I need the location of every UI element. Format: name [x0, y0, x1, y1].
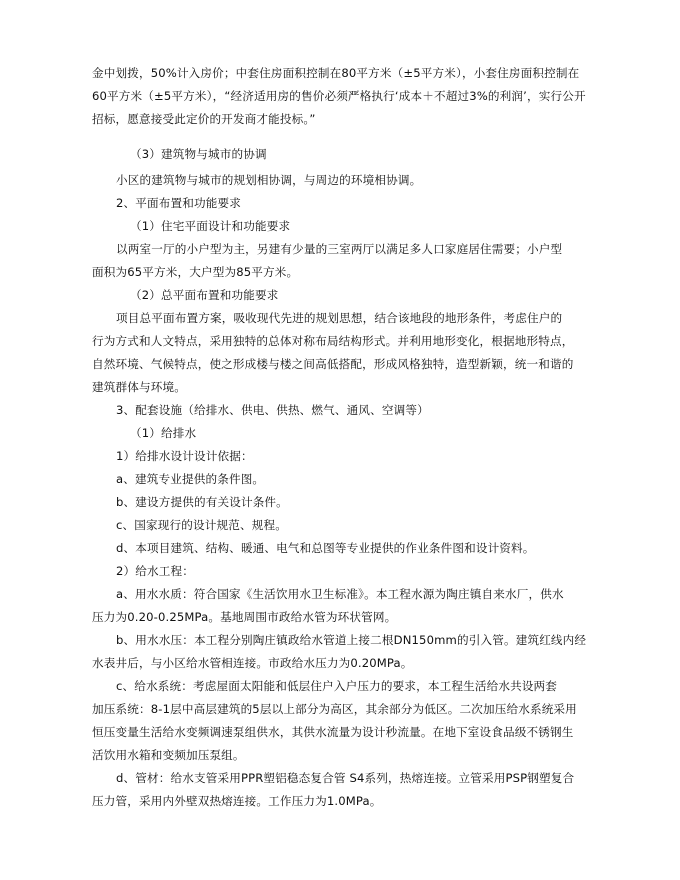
list-item-b: b、建设方提供的有关设计条件。 — [116, 495, 288, 509]
text-line-27: c、给水系统：考虑屋面太阳能和低层住户入户压力的要求，本工程生活给水共设两套 — [116, 679, 558, 693]
text-line-13: 自然环境、气候特点，使之形成楼与楼之间高低搭配，形成风格独特，造型新颖，统一和谐的 — [92, 357, 574, 371]
section-heading-residential-plan: （1）住宅平面设计和功能要求 — [130, 219, 291, 233]
text-line-30: 活饮用水箱和变频加压泵组。 — [92, 748, 245, 762]
text-line-5: 小区的建筑物与城市的规划相协调，与周边的环境相协调。 — [116, 173, 422, 187]
text-line-22: 2）给水工程： — [116, 564, 194, 578]
section-heading-facilities: 3、配套设施（给排水、供电、供热、燃气、通风、空调等） — [116, 403, 429, 417]
section-heading-site-plan: （2）总平面布置和功能要求 — [130, 288, 279, 302]
text-line-23: a、用水水质：符合国家《生活饮用水卫生标准》。本工程水源为陶庄镇自来水厂，供水 — [116, 587, 564, 601]
text-line-26: 水表井后，与小区给水管相连接。市政给水压力为0.20MPa。 — [92, 656, 413, 670]
text-line-14: 建筑群体与环境。 — [92, 380, 186, 394]
list-item-d: d、本项目建筑、结构、暖通、电气和总图等专业提供的作业条件图和设计资料。 — [116, 541, 535, 555]
text-line-29: 恒压变量生活给水变频调速泵组供水，其供水流量为设计秒流量。在地下室设食品级不锈钢生 — [92, 725, 574, 739]
text-line-12: 行为方式和人文特点，采用独特的总体对称布局结构形式。并利用地形变化，根据地形特点， — [92, 334, 574, 348]
list-item-a: a、建筑专业提供的条件图。 — [116, 472, 265, 486]
text-line-28: 加压系统：8-1层中高层建筑的5层以上部分为高区，其余部分为低区。二次加压给水系统采用 — [92, 702, 577, 716]
section-heading-building-city: （3）建筑物与城市的协调 — [130, 147, 267, 161]
section-heading-layout: 2、平面布置和功能要求 — [116, 196, 241, 210]
text-line-32: 压力管，采用内外壁双热熔连接。工作压力为1.0MPa。 — [92, 794, 382, 808]
text-line-3: 招标，愿意接受此定价的开发商才能投标。” — [92, 112, 316, 126]
text-line-25: b、用水水压：本工程分别陶庄镇政给水管道上接二根DN150mm的引入管。建筑红线内经 — [116, 633, 587, 647]
text-line-31: d、管材：给水支管采用PPR塑铝稳态复合管 S4系列，热熔连接。立管采用PSP钢塑复合 — [116, 771, 575, 785]
text-line-2: 60平方米（±5平方米），“经济适用房的售价必须严格执行‘成本＋不超过3%的利润’，实行公开 — [92, 89, 586, 103]
text-line-8: 以两室一厅的小户型为主，另建有少量的三室两厅以满足多人口家庭居住需要；小户型 — [116, 242, 563, 256]
text-line-24: 压力为0.20-0.25MPa。基地周围市政给水管为环状管网。 — [92, 610, 397, 624]
text-line-17: 1）给排水设计设计依据： — [116, 449, 253, 463]
text-line-1: 金中划拨，50%计入房价；中套住房面积控制在80平方米（±5平方米），小套住房面积控制在 — [92, 66, 580, 80]
text-line-9: 面积为65平方米，大户型为85平方米。 — [92, 265, 299, 279]
section-heading-water: （1）给排水 — [130, 426, 197, 440]
text-line-11: 项目总平面布置方案，吸收现代先进的规划思想，结合该地段的地形条件，考虑住户的 — [116, 311, 563, 325]
list-item-c: c、国家现行的设计规范、规程。 — [116, 518, 287, 532]
